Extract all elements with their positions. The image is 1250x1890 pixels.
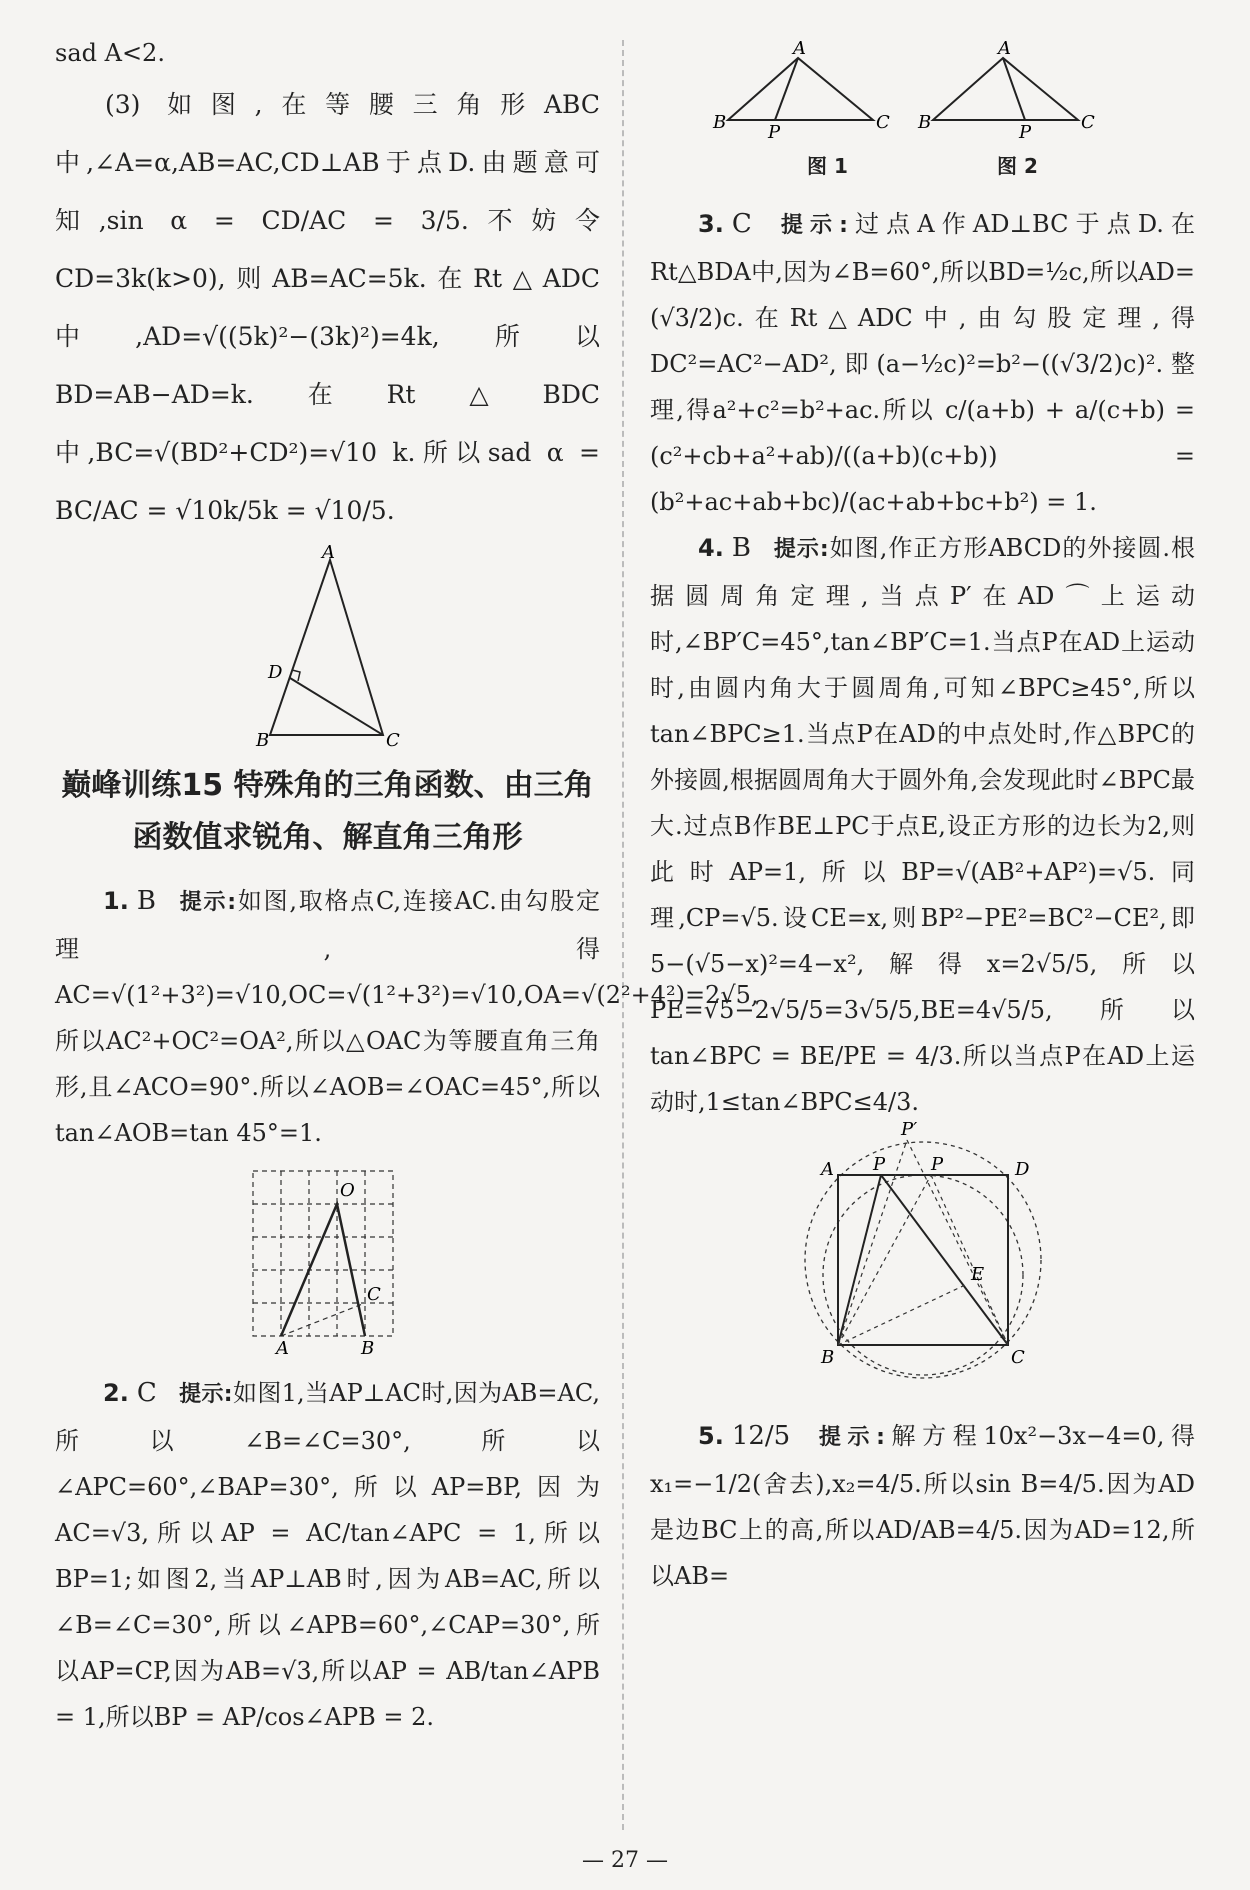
svg-text:D: D xyxy=(267,662,282,683)
svg-text:P: P xyxy=(930,1154,943,1175)
section-title-line-2: 函数值求锐角、解直角三角形 xyxy=(132,820,523,855)
svg-text:C: C xyxy=(366,1284,381,1305)
part3-solution: (3) 如图,在等腰三角形ABC中,∠A=α,AB=AC,CD⊥AB于点D.由题意可知,sin α = CD/AC = 3/5.不妨令CD=3k(k>0),则AB=AC=5k.在Rt△ADC中,AD=√((5k)²−(3k)²)=4k,所以BD=AB−AD=k.在Rt△BDC中,BC=√(BD²+CD²)=√10 k.所以sad α = BC/AC = √10k/5k = √10/5. xyxy=(55,90,600,525)
answer-choice: B xyxy=(731,533,751,563)
svg-text:A: A xyxy=(792,38,806,59)
hint-label: 提示: xyxy=(773,213,848,238)
svg-text:P: P xyxy=(872,1154,885,1175)
svg-text:A: A xyxy=(321,542,335,563)
hint-label: 提示: xyxy=(177,890,237,915)
hint-text: 如图,取格点C,连接AC.由勾股定理,得AC=√(1²+3²)=√10,OC=√(1²+3²)=√10,OA=√(2²+4²)=2√5,所以AC²+OC²=OA²,所以△OAC为等腰直角三角形,且∠ACO=90°.所以∠AOB=∠OAC=45°,所以tan∠AOB=tan 45°=1. xyxy=(55,887,759,1147)
svg-text:B: B xyxy=(360,1338,374,1359)
svg-text:B: B xyxy=(255,730,269,751)
svg-text:B: B xyxy=(820,1347,834,1368)
figure-captions xyxy=(733,150,1113,179)
question-5 xyxy=(650,1413,1195,1599)
svg-text:C: C xyxy=(385,730,400,751)
answer-choice: B xyxy=(136,886,156,916)
answer-choice: C xyxy=(731,209,752,239)
page-number: — 27 — xyxy=(582,1848,668,1873)
svg-text:B: B xyxy=(917,112,931,133)
triangle-abc-figure xyxy=(218,542,438,751)
question-4 xyxy=(650,525,1195,1125)
column-divider xyxy=(622,40,624,1830)
section-title-line-1: 巅峰训练15 特殊角的三角函数、由三角 xyxy=(61,768,594,803)
question-3 xyxy=(650,201,1195,525)
right-column xyxy=(650,30,1195,1599)
square-circle-figure xyxy=(783,1119,1063,1395)
svg-text:P: P xyxy=(1018,122,1031,143)
svg-text:C: C xyxy=(875,112,890,133)
question-1 xyxy=(55,878,759,1156)
svg-text:D: D xyxy=(1014,1159,1029,1180)
question-number: 2. xyxy=(103,1379,129,1407)
svg-text:E: E xyxy=(970,1264,984,1285)
hint-text: 解方程10x²−3x−4=0,得x₁=−1/2(舍去),x₂=4/5.所以sin B=4/5.因为AD是边BC上的高,所以AD/AB=4/5.因为AD=12,所以AB= xyxy=(650,1422,1195,1590)
answer-choice: C xyxy=(136,1378,157,1408)
svg-text:O: O xyxy=(339,1180,355,1201)
hint-text: 如图1,当AP⊥AC时,因为AB=AC,所以∠B=∠C=30°,所以∠APC=60°,∠BAP=30°,所以AP=BP,因为AC=√3,所以AP = AC/tan∠APC = 1,所以BP=1;如图2,当AP⊥AB时,因为AB=AC,所以∠B=∠C=30°,所以∠APB=60°,∠CAP=30°,所以AP=CP,因为AB=√3,所以AP = AB/tan∠APB = 1,所以BP = AP/cos∠APB = 2. xyxy=(55,1379,600,1731)
grid-figure xyxy=(248,1166,408,1359)
hint-label: 提示: xyxy=(178,1382,233,1407)
svg-text:P: P xyxy=(767,122,780,143)
answer-value: 12/5 xyxy=(731,1421,791,1451)
question-number: 1. xyxy=(103,887,129,915)
svg-text:C: C xyxy=(1010,1347,1025,1368)
question-number: 3. xyxy=(698,210,724,238)
svg-text:C: C xyxy=(1080,112,1095,133)
svg-text:A: A xyxy=(997,38,1011,59)
section-title xyxy=(55,760,600,864)
question-number: 5. xyxy=(698,1422,724,1450)
prev-answer-tail: sad A<2. xyxy=(55,39,165,67)
hint-label: 提示: xyxy=(812,1425,885,1450)
svg-text:B: B xyxy=(712,112,726,133)
svg-text:A: A xyxy=(275,1338,289,1359)
svg-text:P′: P′ xyxy=(900,1119,917,1140)
svg-text:A: A xyxy=(820,1159,834,1180)
figures-1-2 xyxy=(712,38,1133,143)
question-2 xyxy=(55,1370,600,1740)
left-column xyxy=(55,30,759,1740)
hint-text: 过点A作AD⊥BC于点D.在Rt△BDA中,因为∠B=60°,所以BD=½c,所以AD=(√3/2)c.在Rt△ADC中,由勾股定理,得DC²=AC²−AD²,即(a−½c)²=b²−((√3/2)c)².整理,得a²+c²=b²+ac.所以 c/(a+b) + a/(c+b) = (c²+cb+a²+ab)/((a+b)(c+b)) = (b²+ac+ab+bc)/(ac+ab+bc+b²) = 1. xyxy=(650,210,1195,516)
figure-2-caption: 图 2 xyxy=(997,154,1038,178)
hint-label: 提示: xyxy=(772,537,829,562)
figure-1-caption: 图 1 xyxy=(807,154,848,178)
question-number: 4. xyxy=(698,534,724,562)
hint-text: 如图,作正方形ABCD的外接圆.根据圆周角定理,当点P′在AD⌒上运动时,∠BP′C=45°,tan∠BP′C=1.当点P在AD上运动时,由圆内角大于圆周角,可知∠BPC≥45°,所以tan∠BPC≥1.当点P在AD的中点处时,作△BPC的外接圆,根据圆周角大于圆外角,会发现此时∠BPC最大.过点B作BE⊥PC于点E,设正方形的边长为2,则此时AP=1,所以BP=√(AB²+AP²)=√5.同理,CP=√5.设CE=x,则BP²−PE²=BC²−CE²,即5−(√5−x)²=4−x²,解得x=2√5/5,所以PE=√5−2√5/5=3√5/5,BE=4√5/5,所以tan∠BPC = BE/PE = 4/3.所以当点P在AD上运动时,1≤tan∠BPC≤4/3. xyxy=(650,534,1195,1116)
